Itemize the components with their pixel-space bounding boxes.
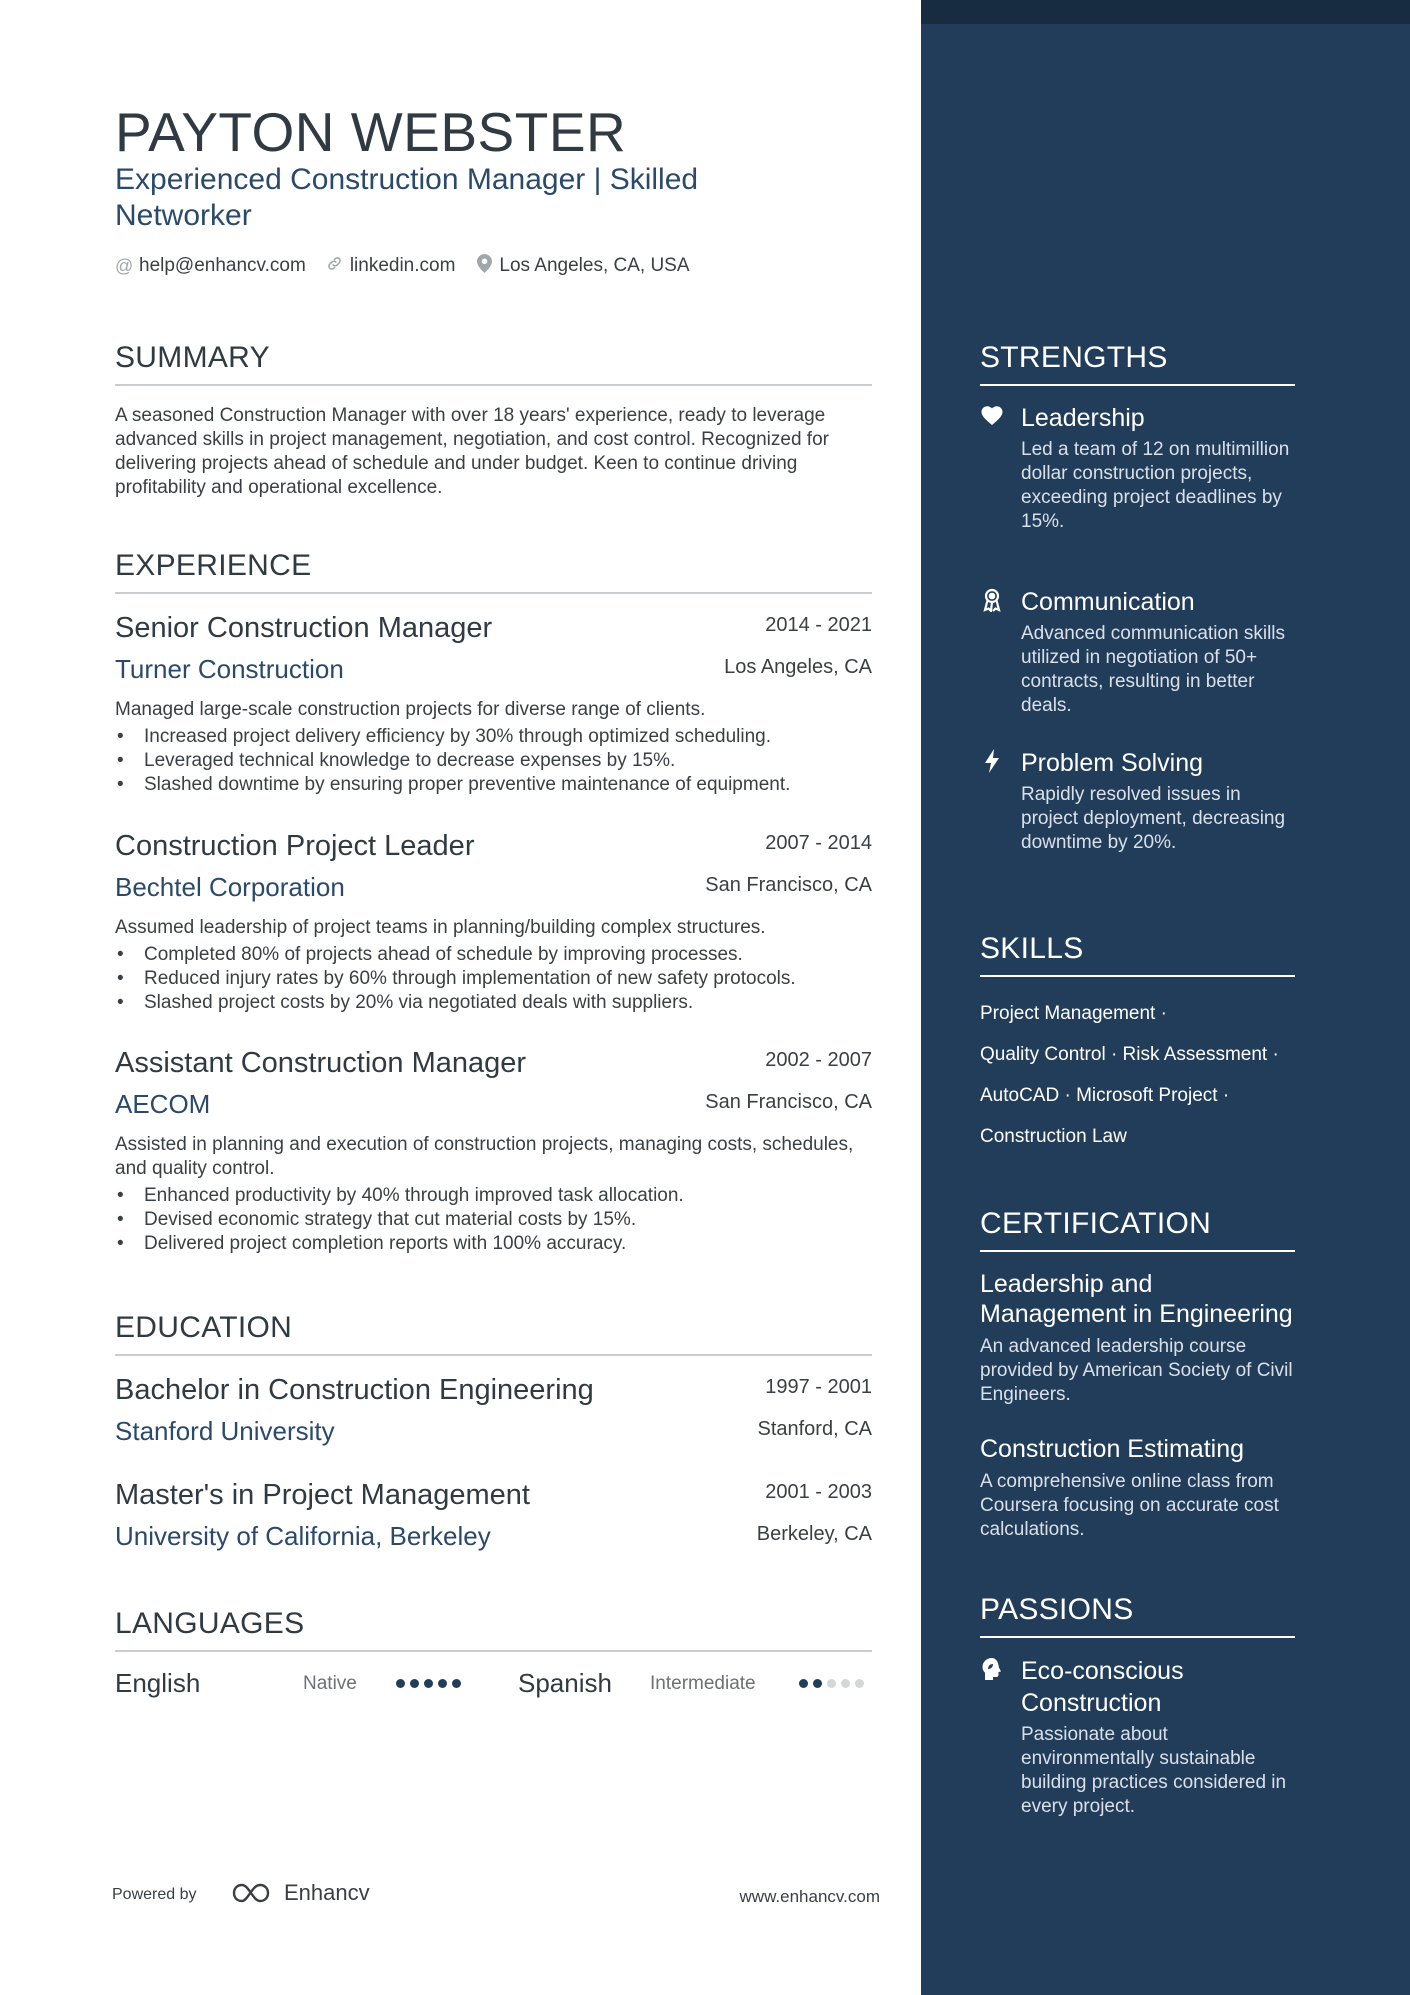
at-icon: @ — [115, 255, 134, 276]
education-dates: 2001 - 2003 — [765, 1481, 872, 1503]
strength-title: Communication — [1021, 588, 1195, 616]
rating-dot-filled — [424, 1679, 433, 1688]
bullet-item: • Enhanced productivity by 40% through improved task allocation. — [115, 1184, 872, 1208]
certification-heading: CERTIFICATION — [980, 1206, 1295, 1252]
candidate-headline: Experienced Construction Manager | Skilled Networker — [115, 163, 699, 232]
linkedin-text: linkedin.com — [349, 255, 456, 276]
strength-description: Advanced communication skills utilized in negotiation of 50+ contracts, resulting in better deals. — [1021, 623, 1286, 716]
strength-description: Led a team of 12 on multimillion dollar construction projects, exceeding project deadlines by 15%. — [1021, 439, 1290, 532]
experience-item — [115, 1047, 872, 1256]
passion-item — [980, 1655, 1300, 1819]
job-description: Managed large-scale construction projects for diverse range of clients. — [115, 699, 706, 720]
experience-item — [115, 830, 872, 1015]
job-dates: 2014 - 2021 — [765, 614, 872, 636]
summary-heading: SUMMARY — [115, 340, 872, 386]
rating-dot-empty — [855, 1679, 864, 1688]
rating-dot-filled — [410, 1679, 419, 1688]
skills-line: AutoCAD · Microsoft Project · — [980, 1085, 1230, 1106]
job-description: Assumed leadership of project teams in planning/building complex structures. — [115, 917, 766, 938]
job-title: Construction Project Leader — [115, 830, 475, 862]
school-name: Stanford University — [115, 1416, 335, 1446]
certification-description: An advanced leadership course provided by American Society of Civil Engineers. — [980, 1336, 1293, 1405]
skills-line: Quality Control · Risk Assessment · — [980, 1044, 1279, 1065]
job-company: Bechtel Corporation — [115, 872, 345, 902]
school-location: Berkeley, CA — [756, 1523, 872, 1545]
bullet-item: • Delivered project completion reports with 100% accuracy. — [115, 1232, 872, 1256]
certification-item — [980, 1269, 1300, 1407]
language-rating — [396, 1679, 461, 1688]
summary-text: A seasoned Construction Manager with over 18 years' experience, ready to leverage advanced skills in project management, negotiation, and cost control. Recognized for delivering projects ahead of schedule and under budget. Keen to continue driving profitability and operational excellence. — [115, 405, 829, 498]
rating-dot-empty — [841, 1679, 850, 1688]
passion-title: Eco-conscious Construction — [1021, 1657, 1184, 1717]
certification-item — [980, 1434, 1300, 1542]
strength-item — [980, 586, 1300, 718]
bullet-item: • Reduced injury rates by 60% through implementation of new safety protocols. — [115, 967, 872, 991]
education-item — [115, 1479, 872, 1561]
location-pin-icon — [475, 254, 493, 278]
job-company: AECOM — [115, 1089, 211, 1119]
language-level: Native — [303, 1673, 357, 1694]
contact-location — [475, 254, 689, 278]
bullet-item: • Completed 80% of projects ahead of schedule by improving processes. — [115, 943, 872, 967]
languages-row — [115, 1668, 872, 1702]
skills-list — [980, 993, 1310, 1157]
footer — [112, 1880, 880, 1910]
education-dates: 1997 - 2001 — [765, 1376, 872, 1398]
experience-item — [115, 612, 872, 797]
lightning-bolt-icon — [980, 749, 1004, 779]
contact-linkedin[interactable] — [326, 254, 456, 278]
job-bullets — [115, 943, 872, 1015]
language-name: English — [115, 1668, 201, 1698]
job-location: Los Angeles, CA — [724, 656, 872, 678]
link-icon — [326, 255, 344, 277]
location-text: Los Angeles, CA, USA — [499, 255, 690, 276]
degree-title: Bachelor in Construction Engineering — [115, 1374, 594, 1406]
skills-line: Project Management · — [980, 1003, 1167, 1024]
bullet-item: • Increased project delivery efficiency by 30% through optimized scheduling. — [115, 725, 872, 749]
head-leaf-icon — [980, 1657, 1004, 1687]
job-location: San Francisco, CA — [705, 874, 872, 896]
bullet-item: • Leveraged technical knowledge to decrease expenses by 15%. — [115, 749, 872, 773]
candidate-name: PAYTON WEBSTER — [115, 101, 627, 163]
certification-title: Construction Estimating — [980, 1435, 1245, 1463]
job-bullets — [115, 1184, 872, 1256]
school-name: University of California, Berkeley — [115, 1521, 491, 1551]
job-location: San Francisco, CA — [705, 1091, 872, 1113]
bullet-item: • Devised economic strategy that cut material costs by 15%. — [115, 1208, 872, 1232]
rating-dot-filled — [799, 1679, 808, 1688]
website-link[interactable]: www.enhancv.com — [739, 1887, 880, 1906]
school-location: Stanford, CA — [757, 1418, 872, 1440]
sidebar-top-band — [921, 0, 1410, 24]
language-level: Intermediate — [650, 1673, 756, 1694]
job-title: Senior Construction Manager — [115, 612, 493, 644]
job-dates: 2007 - 2014 — [765, 832, 872, 854]
contact-row — [115, 254, 690, 278]
experience-heading: EXPERIENCE — [115, 548, 872, 594]
rating-dot-filled — [452, 1679, 461, 1688]
email-text: help@enhancv.com — [139, 255, 306, 276]
enhancv-logo-icon — [230, 1881, 276, 1905]
rating-dot-filled — [438, 1679, 447, 1688]
degree-title: Master's in Project Management — [115, 1479, 530, 1511]
award-ribbon-icon — [980, 588, 1004, 618]
job-dates: 2002 - 2007 — [765, 1049, 872, 1071]
education-item — [115, 1374, 872, 1456]
strengths-heading: STRENGTHS — [980, 340, 1295, 386]
brand-name: Enhancv — [284, 1880, 370, 1905]
strength-item — [980, 402, 1300, 534]
strength-description: Rapidly resolved issues in project deployment, decreasing downtime by 20%. — [1021, 784, 1286, 853]
strength-item — [980, 747, 1300, 855]
powered-by-text: Powered by — [112, 1886, 197, 1903]
skills-line: Construction Law — [980, 1126, 1127, 1147]
passion-description: Passionate about environmentally sustainable building practices considered in every project. — [1021, 1724, 1287, 1817]
heart-icon — [980, 404, 1004, 432]
language-rating — [799, 1679, 864, 1688]
brand-logo[interactable] — [230, 1880, 370, 1906]
job-description: Assisted in planning and execution of construction projects, managing costs, schedules, and quality control. — [115, 1134, 854, 1179]
job-bullets — [115, 725, 872, 797]
bullet-item: • Slashed downtime by ensuring proper preventive maintenance of equipment. — [115, 773, 872, 797]
strength-title: Leadership — [1021, 404, 1145, 432]
contact-email[interactable] — [115, 254, 306, 278]
job-company: Turner Construction — [115, 654, 344, 684]
strength-title: Problem Solving — [1021, 749, 1204, 777]
job-title: Assistant Construction Manager — [115, 1047, 527, 1079]
skills-heading: SKILLS — [980, 931, 1295, 977]
education-heading: EDUCATION — [115, 1310, 872, 1356]
rating-dot-filled — [396, 1679, 405, 1688]
rating-dot-empty — [827, 1679, 836, 1688]
certification-title: Leadership and Management in Engineering — [980, 1270, 1293, 1328]
languages-heading: LANGUAGES — [115, 1606, 872, 1652]
rating-dot-filled — [813, 1679, 822, 1688]
bullet-item: • Slashed project costs by 20% via negotiated deals with suppliers. — [115, 991, 872, 1015]
passions-heading: PASSIONS — [980, 1592, 1295, 1638]
certification-description: A comprehensive online class from Coursera focusing on accurate cost calculations. — [980, 1471, 1279, 1540]
language-name: Spanish — [518, 1668, 612, 1698]
